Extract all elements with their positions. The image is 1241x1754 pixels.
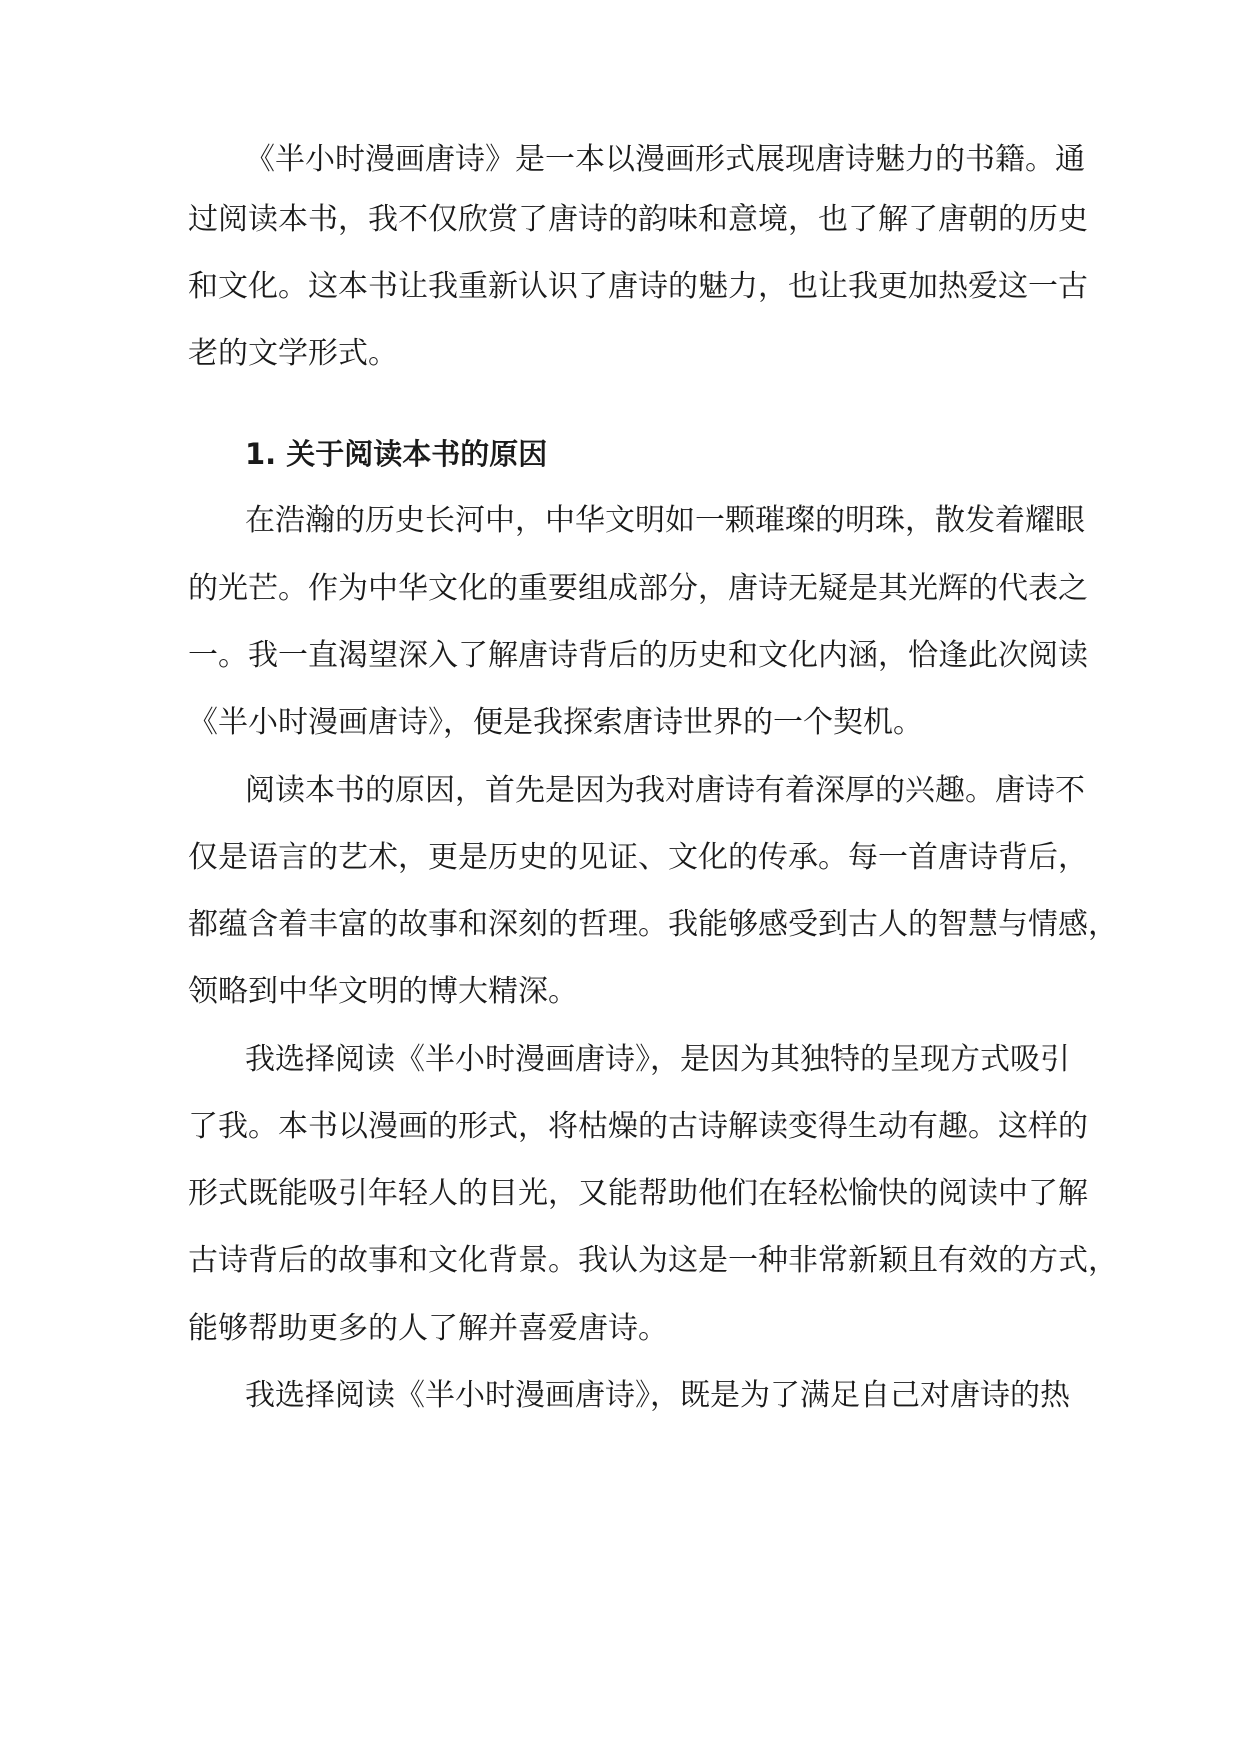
paragraph-3-line-2: 了我。本书以漫画的形式，将枯燥的古诗解读变得生动有趣。这样的	[188, 1109, 1088, 1144]
paragraph-3-line-5: 能够帮助更多的人了解并喜爱唐诗。	[188, 1311, 668, 1346]
paragraph-2-line-2: 仅是语言的艺术，更是历史的见证、文化的传承。每一首唐诗背后，	[188, 840, 1088, 875]
paragraph-3-line-4: 古诗背后的故事和文化背景。我认为这是一种非常新颖且有效的方式，	[188, 1243, 1118, 1278]
paragraph-4-line-1: 我选择阅读《半小时漫画唐诗》，既是为了满足自己对唐诗的热	[245, 1378, 1070, 1413]
paragraph-2-line-1: 阅读本书的原因，首先是因为我对唐诗有着深厚的兴趣。唐诗不	[245, 773, 1085, 808]
paragraph-1-line-4: 《半小时漫画唐诗》，便是我探索唐诗世界的一个契机。	[188, 705, 923, 740]
paragraph-2-line-3: 都蕴含着丰富的故事和深刻的哲理。我能够感受到古人的智慧与情感，	[188, 907, 1118, 942]
paragraph-2-line-4: 领略到中华文明的博大精深。	[188, 974, 578, 1009]
paragraph-1-line-3: 一。我一直渴望深入了解唐诗背后的历史和文化内涵，恰逢此次阅读	[188, 638, 1088, 673]
paragraph-1-line-1: 在浩瀚的历史长河中，中华文明如一颗璀璨的明珠，散发着耀眼	[245, 503, 1085, 538]
intro-line-2: 过阅读本书，我不仅欣赏了唐诗的韵味和意境，也了解了唐朝的历史	[188, 202, 1088, 237]
intro-line-1: 《半小时漫画唐诗》是一本以漫画形式展现唐诗魅力的书籍。通	[245, 142, 1085, 177]
paragraph-3-line-1: 我选择阅读《半小时漫画唐诗》，是因为其独特的呈现方式吸引	[245, 1042, 1070, 1077]
section-heading: 1. 关于阅读本书的原因	[245, 437, 548, 471]
paragraph-1-line-2: 的光芒。作为中华文化的重要组成部分，唐诗无疑是其光辉的代表之	[188, 571, 1088, 606]
intro-line-4: 老的文学形式。	[188, 336, 398, 371]
paragraph-3-line-3: 形式既能吸引年轻人的目光，又能帮助他们在轻松愉快的阅读中了解	[188, 1176, 1088, 1211]
intro-line-3: 和文化。这本书让我重新认识了唐诗的魅力，也让我更加热爱这一古	[188, 269, 1088, 304]
